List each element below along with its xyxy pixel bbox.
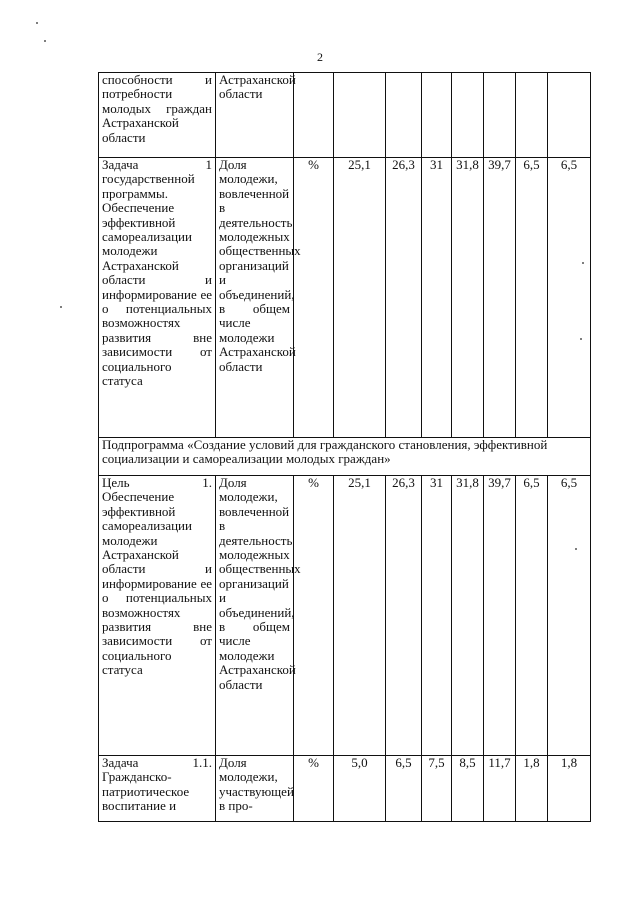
value-cell: 6,5 [548, 158, 591, 438]
value-cell: 11,7 [484, 756, 516, 822]
value-cell: 7,5 [422, 756, 452, 822]
indicator-cell [216, 73, 294, 158]
indicators-table [98, 72, 591, 822]
subprogram-title: Подпрограмма «Создание условий для гражданского становления, эффективной социализации и самореализации молодых граждан» [99, 438, 591, 476]
table-row [99, 73, 591, 158]
task-name: Задача 1.1. Гражданско-патриотическое воспитание и [102, 755, 212, 814]
value-cell [548, 73, 591, 158]
value-cell: 25,1 [334, 158, 386, 438]
value-cell: 31 [422, 476, 452, 756]
value-cell: 1,8 [516, 756, 548, 822]
scan-speck [60, 306, 62, 308]
unit-cell: % [294, 756, 334, 822]
value-cell [516, 73, 548, 158]
value-cell: 5,0 [334, 756, 386, 822]
value-cell [422, 73, 452, 158]
indicator-name: Астраханской области [219, 72, 296, 102]
value-cell: 26,3 [386, 158, 422, 438]
goal-name: Цель 1. Обеспечение эффективной самореализации молодежи Астраханской области и информирование ее о потенциальных возможностях развития вне зависимости от социального статуса [102, 475, 212, 678]
value-cell [484, 73, 516, 158]
value-cell: 39,7 [484, 476, 516, 756]
task-name-cell [99, 756, 216, 822]
value-cell: 25,1 [334, 476, 386, 756]
table-row [99, 756, 591, 822]
value-cell: 6,5 [516, 158, 548, 438]
task-name-cell [99, 158, 216, 438]
value-cell [386, 73, 422, 158]
value-cell: 8,5 [452, 756, 484, 822]
indicator-name: Доля молодежи, вовлеченной в деятельность молодежных общественных организаций и объединений, в общем числе молодежи Астраханской области [219, 475, 301, 692]
value-cell: 31,8 [452, 158, 484, 438]
value-cell: 26,3 [386, 476, 422, 756]
subprogram-row [99, 438, 591, 476]
scan-speck [44, 40, 46, 42]
table-row [99, 158, 591, 438]
unit-cell: % [294, 476, 334, 756]
indicator-name: Доля молодежи, вовлеченной в деятельность молодежных общественных организаций и объединений, в общем числе молодежи Астраханской области [219, 157, 301, 374]
value-cell [452, 73, 484, 158]
indicator-cell [216, 475, 301, 756]
indicator-name: Доля молодежи, участвующей в про- [219, 755, 294, 814]
value-cell: 31,8 [452, 476, 484, 756]
value-cell: 6,5 [386, 756, 422, 822]
unit-cell: % [294, 158, 334, 438]
value-cell: 6,5 [548, 476, 591, 756]
indicator-cell [216, 157, 301, 438]
page-number: 2 [317, 50, 323, 64]
indicator-cell [216, 756, 294, 822]
goal-name-cell [99, 476, 216, 756]
value-cell: 1,8 [548, 756, 591, 822]
table-row [99, 476, 591, 756]
task-name: Задача 1 государственной программы. Обеспечение эффективной самореализации молодежи Астраханской области и информирование ее о потенциальных возможностях развития вне зависимости от социального статуса [102, 157, 212, 389]
value-cell [334, 73, 386, 158]
scan-speck [36, 22, 38, 24]
value-cell: 6,5 [516, 476, 548, 756]
task-name: способности и потребности молодых граждан Астраханской области [102, 72, 212, 145]
value-cell: 39,7 [484, 158, 516, 438]
value-cell: 31 [422, 158, 452, 438]
unit-cell [294, 73, 334, 158]
task-name-cell [99, 73, 216, 158]
